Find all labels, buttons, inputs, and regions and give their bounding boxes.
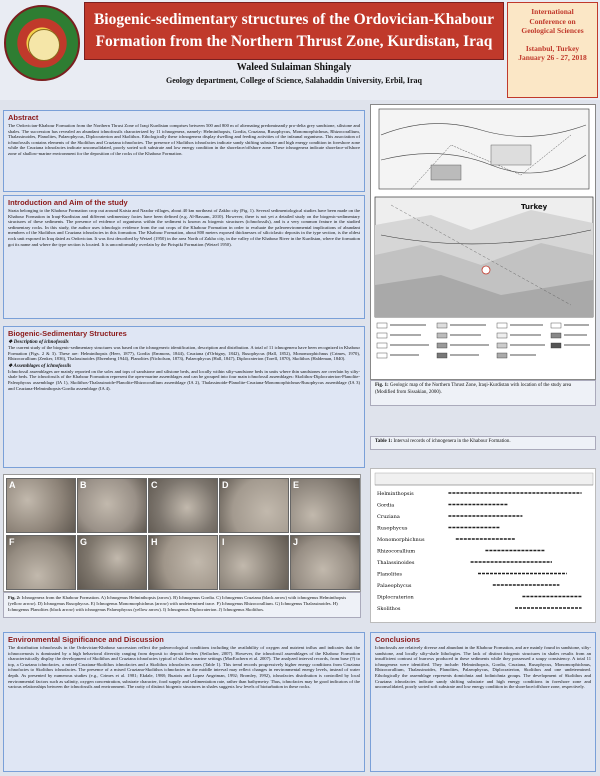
figure-1-text: Geologic map of the Northern Thrust Zone, Iraqi-Kurdistan with location of the study area (Modified from Sissakian, 2000). [375,383,572,395]
photo-label: G [80,537,88,547]
title-band [84,2,504,60]
ichnogenera-photo-grid [3,474,361,592]
assemblages-subheading: ❖ Assemblages of ichnofossils [8,363,72,369]
figure-1-caption [370,380,596,406]
range-row-label: Diplocraterion [377,594,414,601]
map-country-label: Turkey [521,203,548,211]
range-row-label: Cruziana [377,514,400,520]
range-row-label: Skolithos [377,606,401,612]
figure-1-label: Fig. 1: [375,383,389,388]
description-subheading: ❖ Description of ichnofossils [8,340,69,345]
conclusions-section [370,632,596,772]
range-row-label: Thalassinoides [377,560,415,566]
introduction-heading: Introduction and Aim of the study [8,198,128,207]
photo-b [77,478,147,533]
range-row-label: Planolites [377,571,402,578]
conference-box [507,2,598,98]
conference-line-1: International [531,7,574,16]
poster-title [85,3,503,53]
table-1-label: Table 1: [375,439,393,444]
poster-header [0,0,600,100]
interval-records-table [370,468,596,623]
photo-i [219,535,289,590]
conference-line-3: Geological Sciences [521,26,584,35]
photo-label: C [151,480,158,490]
affiliation: Geology department, College of Science, Salahaddin University, Erbil, Iraq [166,76,422,85]
photo-label: D [222,480,229,490]
photo-label: B [80,480,87,490]
assemblages-subheading-text: Assemblages of ichnofossils [13,363,72,369]
abstract-heading: Abstract [8,113,39,122]
title-line-2: Formation from the Northern Thrust Zone, Kurdistan, Iraq [95,33,493,50]
table-1-text: Interval records of ichnogenera in the Khabour Formation. [393,439,511,444]
photo-h [148,535,218,590]
abstract-section [3,110,365,192]
range-row-label: Palaeophycus [377,583,412,589]
description-text: The current study of the biogenic-sedimentary structures was based on the ichnogeneric identification, description and distribution. A total of 11 ichnogenera have been recognized in Khabour Formation (Figs. 2 & 3). These are: Helminthopsis (Heer, 1877), Gordia (Emmons, 1844), Cruziana (d'Orbigny, 1842), Rusophycus (Hall, 1852), Monomorphichnus (Crimes, 1970), Rhizocorallium (Zenker, 1836), Thalassinoides (Ehrenberg 1944), Planolites (Nicholson, 1873), Palaeophycus (Hall, 1847), Diplocraterion (Torell, 1870), Skolithos (Haldeman, 1840). [8,345,360,362]
photo-label: E [293,480,300,490]
photo-label: I [222,537,225,547]
photo-a [6,478,76,533]
photo-label: J [293,537,299,547]
photo-c [148,478,218,533]
introduction-text: Strata belonging to the Khabour Formation crop out around Kaista and Nazdar villages, about 40 km northeast of Zakho city (Fig. 1). Several sedimentological studies have been made on the Khabour Formation in Iraqi-Kurdistan and different sedimentary facies have been defined (e.g. Al-Bassam, 2010). However, there is not yet a detailed study on the biogenic-sedimentary structures of these sediments. The presence of evidence of organisms within the sediment is known as biogenic structures (ichnofossils), and is a very common feature in the studied sedimentary rocks. In this study, the author uses ichnologic evidence from the out crops of the Khabour Formation in order to evaluate the paleoenvironmental implications of abundant members of the Skolithos and Cruziana ichnofacies in this formation. The Khabour Formation, about 800 meters exposed thicknesses of siliciclastic deposits in the type section, is the oldest rock unit exposed in Iraq dated as Ordovician. It was first described by Wetzel (1950) in the area North of Zakho city, in the valley of the Khabour River in the Kurdistan, where the formation got its name and where the type section is located. It is unconformably overlain by the Pirispiki Formation (Wetzel 1950). [8,208,360,247]
conference-dates: January 26 - 27, 2018 [518,53,587,62]
photo-d [219,478,289,533]
assemblages-text: Ichnofossil assemblages are mainly reported on the soles and tops of sandstone and siltstone beds, and locally within silty-sandstone beds in units where thin sandstones are overlain by silty-shale beds. The ichnofossils of the Khabour Formation represent the open-marine assemblages and can be grouped into four main ichnofossil assemblages: Skolithos-Diplocraterion-Planolite-Paleophycus assemblage (IA 1), Skolithos-Thalassinoide-Planolite-Rhizocorallium assemblage (IA 2), Thalassinoide-Planolite-Cruziana-Monomorphichnus-Rusophycus assemblage (IA 3) and Cruziana-Helminthopsis-Gordia assemblage (IA 4). [8,368,360,391]
conference-line-2: Conference on [529,16,576,26]
figure-2-label: Fig. 2: [8,595,21,600]
range-row-label: Rusophycus [377,525,408,532]
photo-label: H [151,537,158,547]
environment-section [3,632,365,772]
photo-j [290,535,360,590]
range-chart [371,469,596,623]
photo-g [77,535,147,590]
figure-2-text: Ichnogenera from the Khabour Formation. A) Ichnogenus Helminthopsis (arrow). B) Ichnogenus Gordia. C) Ichnogenus Cruziana (black arrow) with ichnogenus Helminthopsis (yellow arrow). D) Ichnogenus Rusophycus. E) Ichnogenus Monomorphichnus (arrow) with undetermined trace. F) Ichnogenus Rhizocorallium. G) Ichnogenus Thalassinoides. H) Ichnogenus Planolites (black arrow) with ichnogenus Palaeophycus (yellow arrow). I) Ichnogenus Diplocraterion. J) Ichnogenus Skolithos. [8,595,347,612]
university-logo [4,5,80,81]
geologic-map [370,104,596,380]
photo-f [6,535,76,590]
range-row-label: Rhizocorallium [377,548,416,555]
introduction-section [3,195,365,319]
conclusions-heading: Conclusions [375,635,421,644]
range-row-label: Helminthopsis [377,491,414,497]
range-row-label: Gordia [377,502,395,509]
title-line-1: Biogenic-sedimentary structures of the Ordovician-Khabour [93,11,495,28]
table-1-caption [370,436,596,450]
biogenic-section [3,326,365,468]
photo-label: F [9,537,15,547]
figure-2-caption [3,592,361,618]
abstract-text: The Ordovician-Khabour Formation from the Northern Thrust Zone of Iraqi Kurdistan comprises between 500 and 800 m of alternating predominantly pro-delta grey sandstone, siltstone and shales. The succession has revealed an abundant ichnofossils characterized by 11 ichnogenera, namely: Helminthopsis, Gordia, Cruziana, Rusophycus, Monomorphichnus, Rhizocorallium, Thalassinoides, Planolites, Palaeophycus, Diplocraterion and Skolithos. Ethologically these ichnogenera display dwelling and feeding activities of the infaunal organisms. This association of ichnofossils contains elements of the Skolithos and Cruziana ichnofacies. The presence of Skolithos ichnofacies indicate sandy shifting substrate and high energy condition in foreshore zone while the Cruziana ichnofacies indicate unconsolidated, poorly sorted soft substrate and low energy condition in the shoreface/offshore zone. These ichnogenera indicate shoreface-offshore zone of shallow-marine environment for the deposition of the rocks of the Khabour Formation. [8,123,360,156]
logo-emblem [28,29,60,61]
environment-text: The distribution ichnofossils in the Ordovician-Khabour succession reflect the paleoecological conditions including the availability of oxygen and nutrient influx and indicates that the ichnocoenosis is dominated by a high behavioral diversity ranging from deposit to deposit feeders (Seilacher, 2007). However, the ichnofossil assemblages of the Khabour Formation characteristically display the development of Skolithos and Cruziana ichnofacies typical of shallow marine settings (MacEachern et al. 2007). The analyzed interval records, from base (?) to top, a Cruziana ichnofacies, a mixed Cruziana-Skolithos ichnofacies and a Skolithos ichnofacies zones (Table 1). This trend records progressively higher energy conditions from Cruziana ichnofacies to Skolithos ichnofacies. The presence of a mixed Cruziana-Skolithos ichnofacies in the middle interval may reflect changes in environmental energy levels, instead of water depth. As presented by numerous studies (e.g., Crimes et al. 1981; Ekdale, 1988; Buatois and Lopez Angriman, 1992; Bromley, 1992), ichnofacies distribution is controlled by local environmental factors such as salinity, oxygen concentration, substrate character, food supply and sedimentation rate, rather than bathymetry. Thus, ichnofacies may be good indicators of the various relationships between the ichnofossils and environment. The rarity of distinct biogenic structures in shales suggests low levels of bioturbation in these rocks. [8,645,360,690]
description-subheading-text: Description of ichnofossils [13,340,69,345]
conclusions-text: Ichnofossils are relatively diverse and abundant in the Khabour Formation, and are mainly found in sandstone, silty-sandstone, and locally silty-shale lithologies. The lack of distinct biogenic structures in shales results from an insufficient contrast of burrows produced in these sediments while they possessed a soupy consistency. A total 11 ichnogenera were identified. They include: Helminthopsis, Gordia, Cruziana, Rusophycus, Monomorphichnus, Rhizocorallium, Thalassinoides, Planolites, Palaeophycus, Diplocraterion, Skolithos and one undetermined. Ethologically the assemblage represents domichnia and fodinichnia groups. The development of Skolithos and Cruziana ichnofacies indicate sandy shifting substrate and high energy conditions in foreshore zone and unconsolidated, poorly sorted soft substrate and low energy condition in the shoreface/offshore zone, respectively. [375,645,591,690]
author-name: Waleed Sulaiman Shingaly [236,62,352,73]
conference-place: Istanbul, Turkey [525,43,580,53]
geologic-map-drawing [371,105,596,380]
biogenic-heading: Biogenic-Sedimentary Structures [8,329,127,338]
environment-heading: Environmental Significance and Discussion [8,635,164,644]
photo-label: A [9,480,16,490]
photo-e [290,478,360,533]
range-row-label: Monomorphichnus [377,537,425,543]
